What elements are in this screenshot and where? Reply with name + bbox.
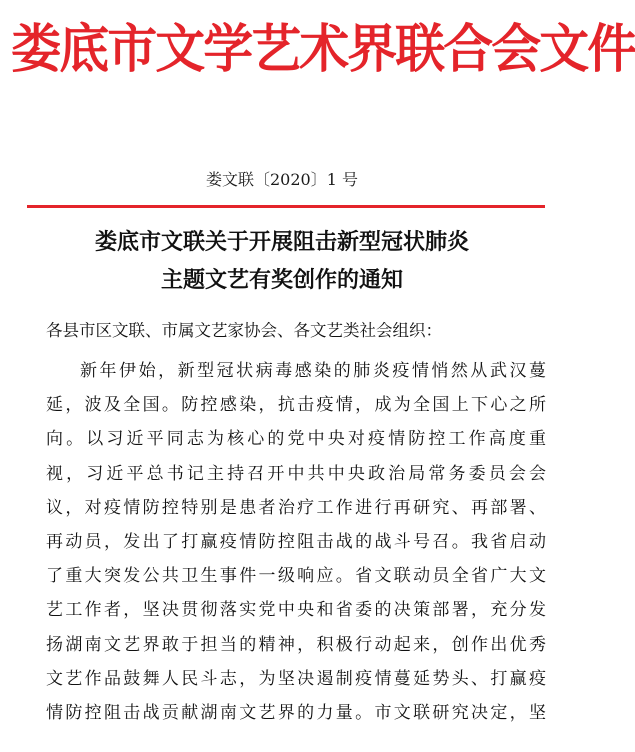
body-line: 文艺作品鼓舞人民斗志，为坚决遏制疫情蔓延势头、打赢疫 <box>46 668 546 689</box>
notice-body <box>46 359 546 735</box>
letterhead-title: 娄底市文学艺术界联合会文件 <box>11 19 635 80</box>
body-line: 艺工作者，坚决贯彻落实党中央和省委的决策部署，充分发 <box>46 600 546 621</box>
notice-title-line-2: 主题文艺有奖创作的通知 <box>160 268 403 293</box>
body-line: 向。以习近平同志为核心的党中央对疫情防控工作高度重 <box>46 429 546 450</box>
red-divider-line <box>27 205 545 208</box>
body-line: 视，习近平总书记主持召开中共中央政治局常务委员会会 <box>46 463 546 484</box>
body-line: 了重大突发公共卫生事件一级响应。省文联动员全省广大文 <box>46 566 546 587</box>
body-line: 情防控阻击战贡献湖南文艺界的力量。市文联研究决定，坚 <box>46 702 546 723</box>
body-line: 扬湖南文艺界敢于担当的精神，积极行动起来，创作出优秀 <box>46 634 546 655</box>
salutation: 各县市区文联、市属文艺家协会、各文艺类社会组织： <box>46 321 442 340</box>
body-line: 再动员，发出了打赢疫情防控阻击战的战斗号召。我省启动 <box>46 531 546 552</box>
body-line: 新年伊始，新型冠状病毒感染的肺炎疫情悄然从武汉蔓 <box>80 361 546 381</box>
body-line: 议，对疫情防控特别是患者治疗工作进行再研究、再部署、 <box>46 497 546 518</box>
notice-title-line-1: 娄底市文联关于开展阻击新型冠状肺炎 <box>94 230 469 255</box>
body-line: 延，波及全国。防控感染，抗击疫情，成为全国上下心之所 <box>46 395 546 416</box>
document-number: 娄文联〔2020〕1 号 <box>206 170 358 189</box>
